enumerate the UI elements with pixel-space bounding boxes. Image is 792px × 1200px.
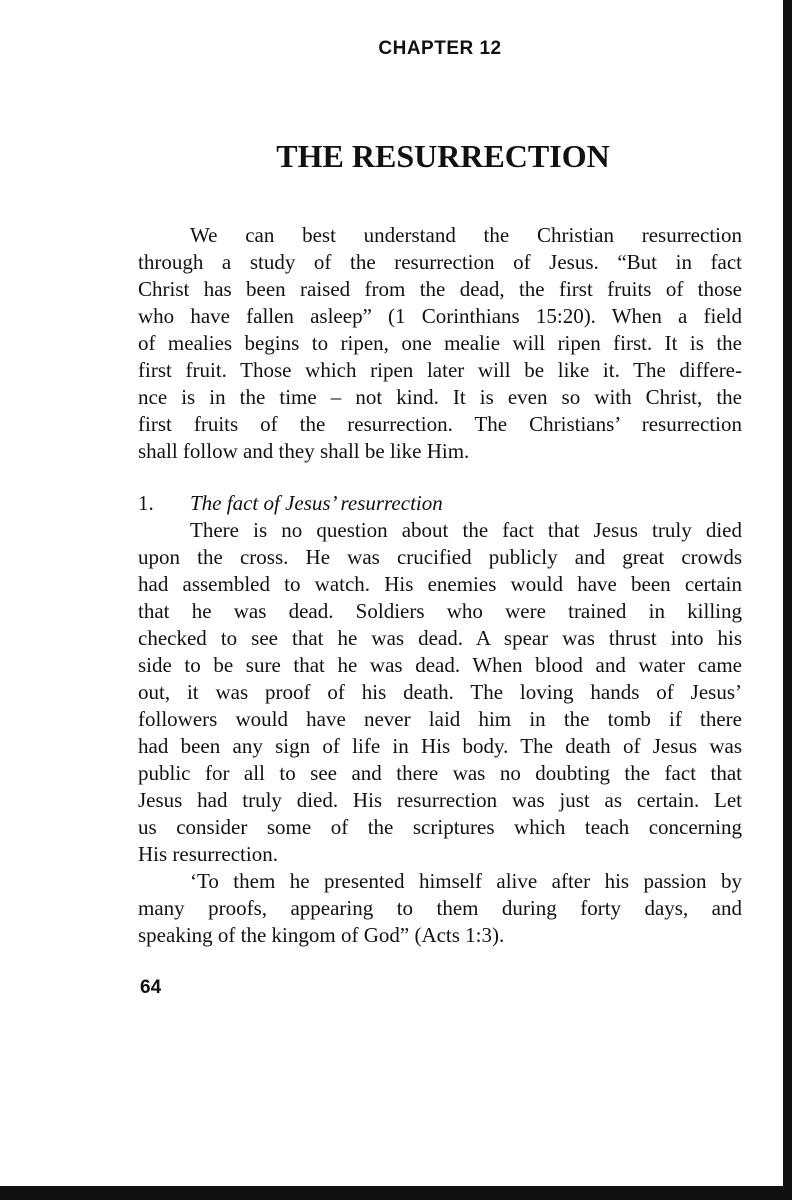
paragraph-intro <box>138 222 742 465</box>
scan-edge-right <box>783 0 792 1200</box>
text-line: Christ has been raised from the dead, the first fruits of those <box>138 277 742 301</box>
text-line: side to be sure that he was dead. When blood and water came <box>138 653 742 677</box>
text-line: upon the cross. He was crucified publicly and great crowds <box>138 545 742 569</box>
text-line: who have fallen asleep” (1 Corinthians 15:20). When a field <box>138 304 742 328</box>
text-line: speaking of the kingom of God” (Acts 1:3). <box>138 923 505 947</box>
text-line: followers would have never laid him in the tomb if there <box>138 707 742 731</box>
text-line: of mealies begins to ripen, one mealie will ripen first. It is the <box>138 331 742 355</box>
text-line: shall follow and they shall be like Him. <box>138 439 470 463</box>
scan-edge-bottom <box>0 1186 792 1200</box>
chapter-title: THE RESURRECTION <box>276 138 610 174</box>
text-line: had been any sign of life in His body. The death of Jesus was <box>138 734 742 758</box>
section-number: 1. <box>138 491 154 515</box>
text-line: There is no question about the fact that Jesus truly died <box>190 518 742 542</box>
text-line: us consider some of the scriptures which teach concerning <box>138 815 742 839</box>
text-line: first fruits of the resurrection. The Christians’ resurrection <box>138 412 742 436</box>
text-line: His resurrection. <box>138 842 278 866</box>
text-line: first fruit. Those which ripen later will be like it. The differe- <box>138 358 742 382</box>
text-line: had assembled to watch. His enemies would have been certain <box>138 572 742 596</box>
text-line: public for all to see and there was no doubting the fact that <box>138 761 742 785</box>
page-number: 64 <box>140 977 162 998</box>
text-line: that he was dead. Soldiers who were trained in killing <box>138 599 742 623</box>
text-line: nce is in the time – not kind. It is even so with Christ, the <box>138 385 742 409</box>
section-1 <box>138 490 742 949</box>
chapter-label: CHAPTER 12 <box>378 38 502 59</box>
text-line: Jesus had truly died. His resurrection was just as certain. Let <box>138 788 742 812</box>
text-line: We can best understand the Christian resurrection <box>190 223 742 247</box>
section-title: The fact of Jesus’ resurrection <box>190 491 443 515</box>
section-heading <box>138 490 742 517</box>
text-line: out, it was proof of his death. The loving hands of Jesus’ <box>138 680 742 704</box>
text-line: through a study of the resurrection of Jesus. “But in fact <box>138 250 742 274</box>
text-line: many proofs, appearing to them during forty days, and <box>138 896 742 920</box>
text-line: checked to see that he was dead. A spear was thrust into his <box>138 626 742 650</box>
text-line: ‘To them he presented himself alive after his passion by <box>190 869 742 893</box>
